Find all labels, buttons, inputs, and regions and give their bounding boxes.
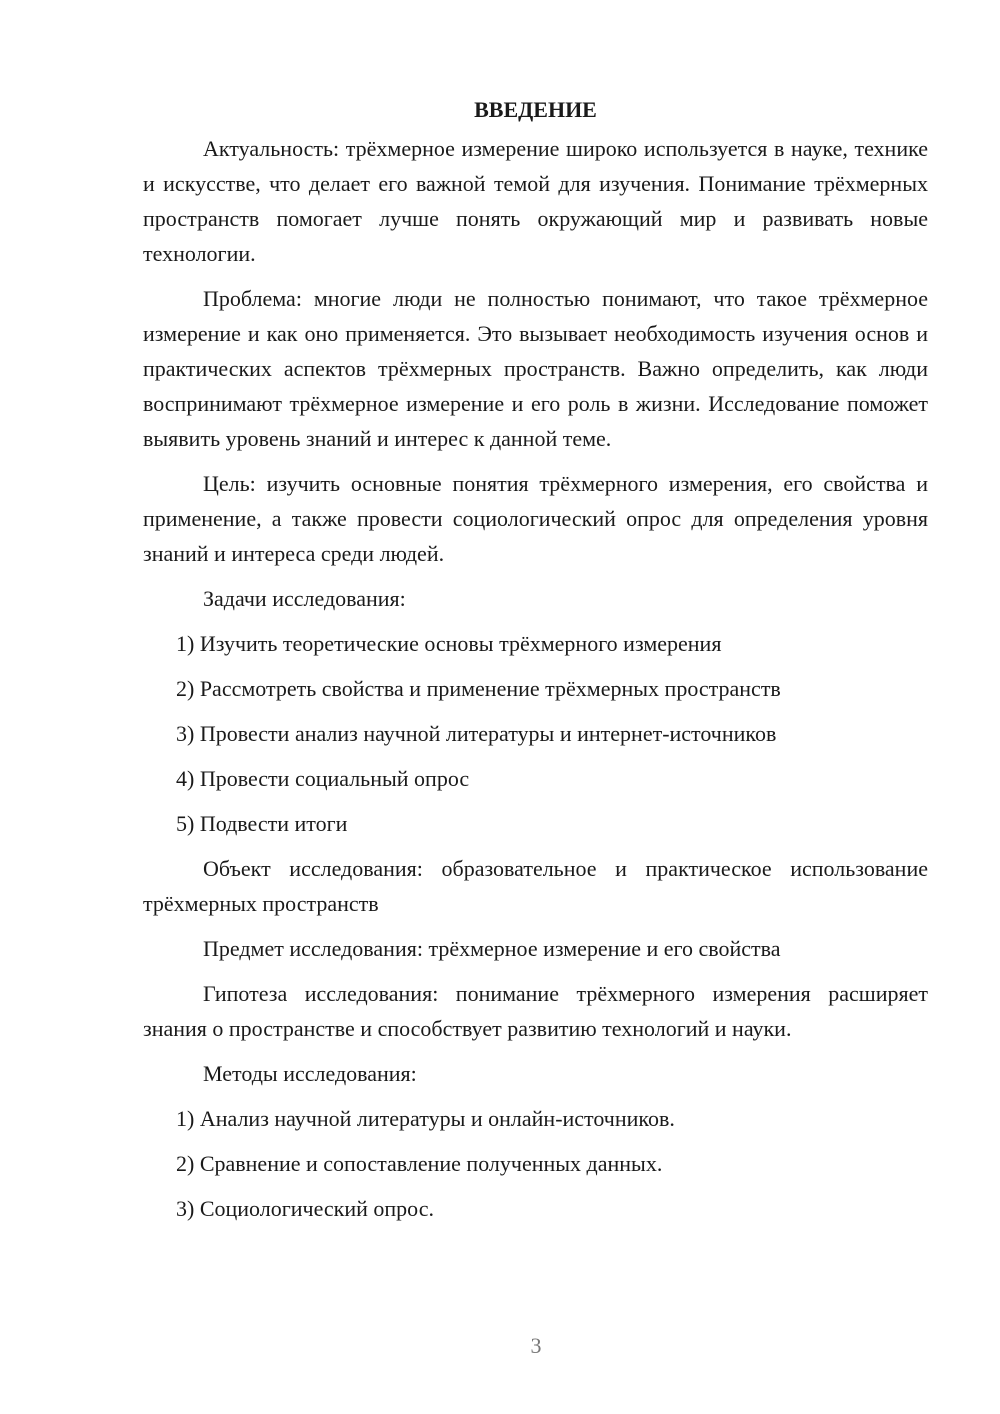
methods-label: Методы исследования:	[203, 1061, 417, 1086]
relevance-paragraph: Актуальность: трёхмерное измерение широко используется в науке, технике и искусстве, что делает его важной темой для изучения. Понимание трёхмерных пространств помогает лучше понять окружающий мир и развивать новые технологии.	[143, 136, 928, 266]
task-item: 2) Рассмотреть свойства и применение трёхмерных пространств	[176, 676, 781, 701]
goal-paragraph: Цель: изучить основные понятия трёхмерного измерения, его свойства и применение, а также провести социологический опрос для определения уровня знаний и интереса среди людей.	[143, 471, 928, 566]
tasks-label: Задачи исследования:	[203, 586, 406, 611]
hypothesis-paragraph: Гипотеза исследования: понимание трёхмерного измерения расширяет знания о пространстве и способствует развитию технологий и науки.	[143, 981, 928, 1041]
problem-paragraph: Проблема: многие люди не полностью понимают, что такое трёхмерное измерение и как оно применяется. Это вызывает необходимость изучения основ и практических аспектов трёхмерных пространств. Важно определить, как люди воспринимают трёхмерное измерение и его роль в жизни. Исследование поможет выявить уровень знаний и интерес к данной теме.	[143, 286, 928, 451]
task-item: 3) Провести анализ научной литературы и интернет-источников	[176, 721, 777, 746]
task-item: 1) Изучить теоретические основы трёхмерного измерения	[176, 631, 722, 656]
subject-paragraph: Предмет исследования: трёхмерное измерение и его свойства	[203, 936, 781, 961]
page-number: 3	[530, 1333, 542, 1358]
method-item: 2) Сравнение и сопоставление полученных данных.	[176, 1151, 663, 1176]
task-item: 4) Провести социальный опрос	[176, 766, 470, 791]
method-item: 3) Социологический опрос.	[176, 1196, 434, 1221]
document-page	[143, 92, 928, 1236]
method-item: 1) Анализ научной литературы и онлайн-источников.	[176, 1106, 675, 1131]
section-title: ВВЕДЕНИЕ	[474, 97, 597, 122]
task-item: 5) Подвести итоги	[176, 811, 348, 836]
object-paragraph: Объект исследования: образовательное и практическое использование трёхмерных пространств	[143, 856, 928, 916]
